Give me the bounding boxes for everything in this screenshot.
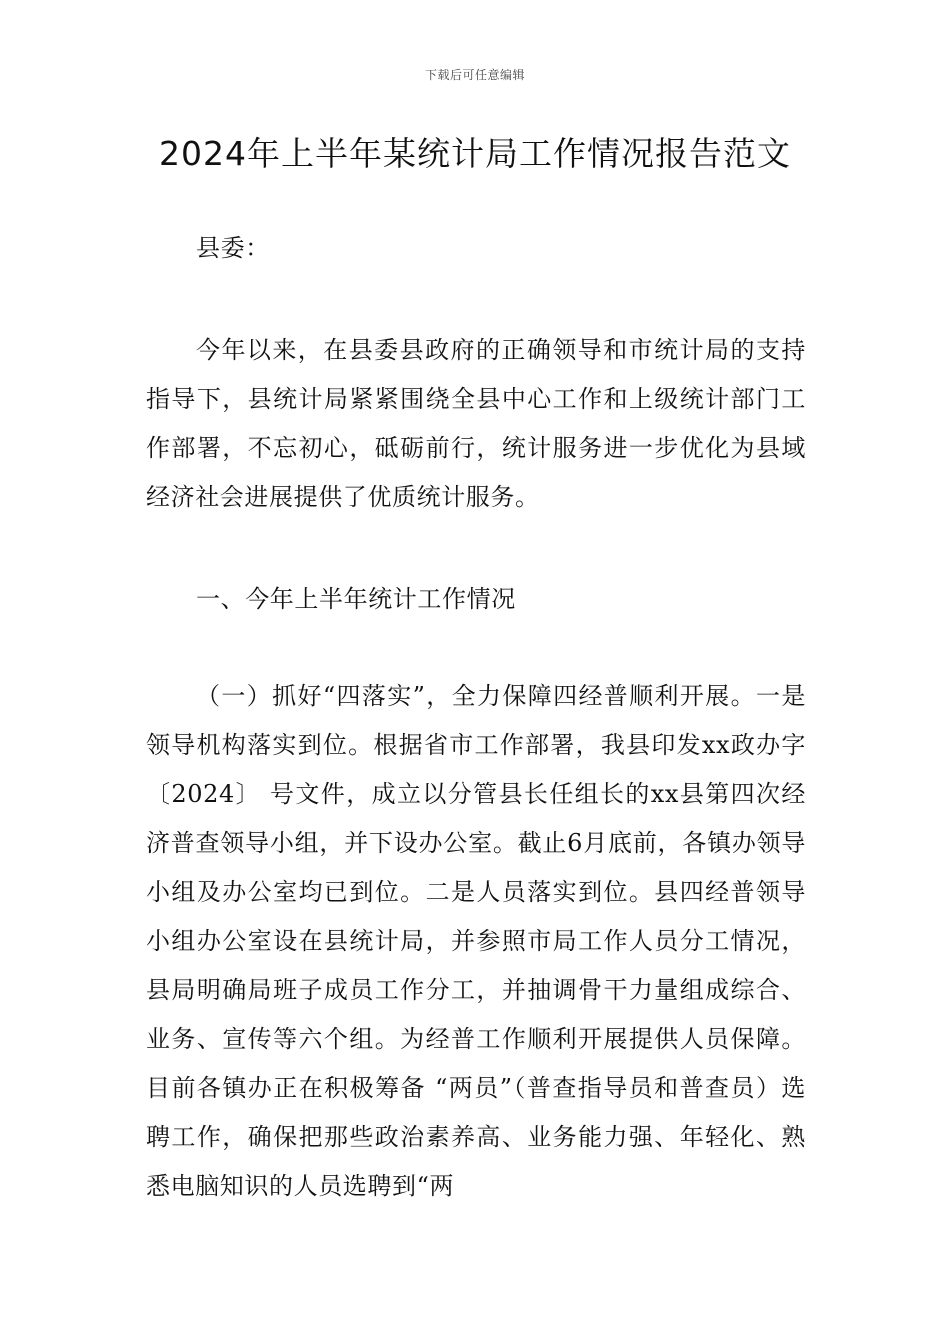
header-note: 下载后可任意编辑 [424, 68, 525, 82]
paragraph-four-implementations: （一）抓好“四落实”，全力保障四经普顺利开展。一是领导机构落实到位。根据省市工作部署，我县印发xx政办字〔2024〕 号文件，成立以分管县长任组长的xx县第四次经济普查领导小组，并下设办公室。截止6月底前，各镇办领导小组及办公室均已到位。二是人员落实到位。县四经普领导小组办公室设在县统计局，并参照市局工作人员分工情况，县局明确局班子成员工作分工，并抽调骨干力量组成综合、业务、宣传等六个组。为经普工作顺利开展提供人员保障。目前各镇办正在积极筹备 “两员”（普查指导员和普查员）选聘工作，确保把那些政治素养高、业务能力强、年轻化、熟悉电脑知识的人员选聘到“两 [146, 682, 806, 1200]
paragraph-intro: 今年以来，在县委县政府的正确领导和市统计局的支持指导下，县统计局紧紧围绕全县中心工作和上级统计部门工作部署，不忘初心，砥砺前行，统计服务进一步优化为县域经济社会进展提供了优质统计服务。 [146, 336, 806, 511]
section-heading: 一、今年上半年统计工作情况 [196, 585, 516, 613]
salutation: 县委： [196, 234, 270, 262]
document-title: 2024年上半年某统计局工作情况报告范文 [159, 134, 791, 173]
